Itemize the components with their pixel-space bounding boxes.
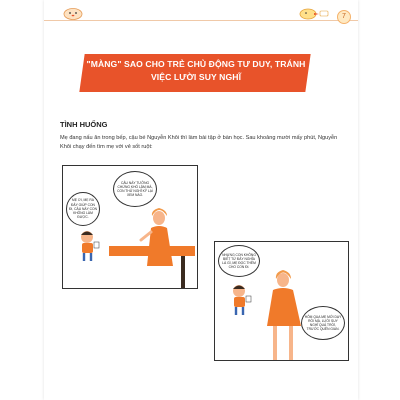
banner-title <box>86 58 306 84</box>
chick-mascot-icon <box>296 4 330 20</box>
situation-text: Mẹ đang nấu ăn trong bếp, cậu bé Nguyễn Khôi thì làm bài tập ở bàn học. Sau khoảng mười mấy phút, Nguyễn Khôi chạy đến tìm mẹ với vẻ sốt ruột: <box>60 135 338 150</box>
mother-speech-bubble: CÂU NÀY TƯỞNG CHỪNG KHÓ LẮM MÀ, CON THỬ NGHĨ KỸ LẠI XEM NÀO. <box>113 171 157 207</box>
banner-title-line-2: VIỆC LƯỜI SUY NGHĨ <box>150 72 242 82</box>
page-number: 7 <box>337 10 351 24</box>
banner-title-line-1: "MÀNG" SAO CHO TRẺ CHỦ ĐỘNG TƯ DUY, TRÁNH <box>86 59 306 69</box>
mother-head-icon <box>277 273 289 287</box>
comic-panel-2 <box>214 241 349 361</box>
section-title: TÌNH HUỐNG <box>60 120 108 129</box>
child-speech-bubble: NHƯNG CON KHÔNG BIẾT TỪ ĐÂY NGHĨA LÀ GÌ, MẸ ĐỌC THÊM CHO CON ĐI. <box>218 245 260 277</box>
child-speech-bubble: MẸ ƠI, MẸ RA ĐÂY GIÚP CON ĐI, CÂU NÀY CON KHÔNG LÀM ĐƯỢC. <box>66 192 100 226</box>
hamster-mascot-icon <box>62 4 84 20</box>
mother-speech-bubble: HÔM QUA MẸ MỚI DẠY RỒI MÀ, LƯỜI SUY NGHĨ QUÁ TRỜI, TRƯỚC QUÊN GIAN. <box>301 306 345 340</box>
mother-head-icon <box>153 211 165 225</box>
comic-panel-1 <box>62 165 198 289</box>
